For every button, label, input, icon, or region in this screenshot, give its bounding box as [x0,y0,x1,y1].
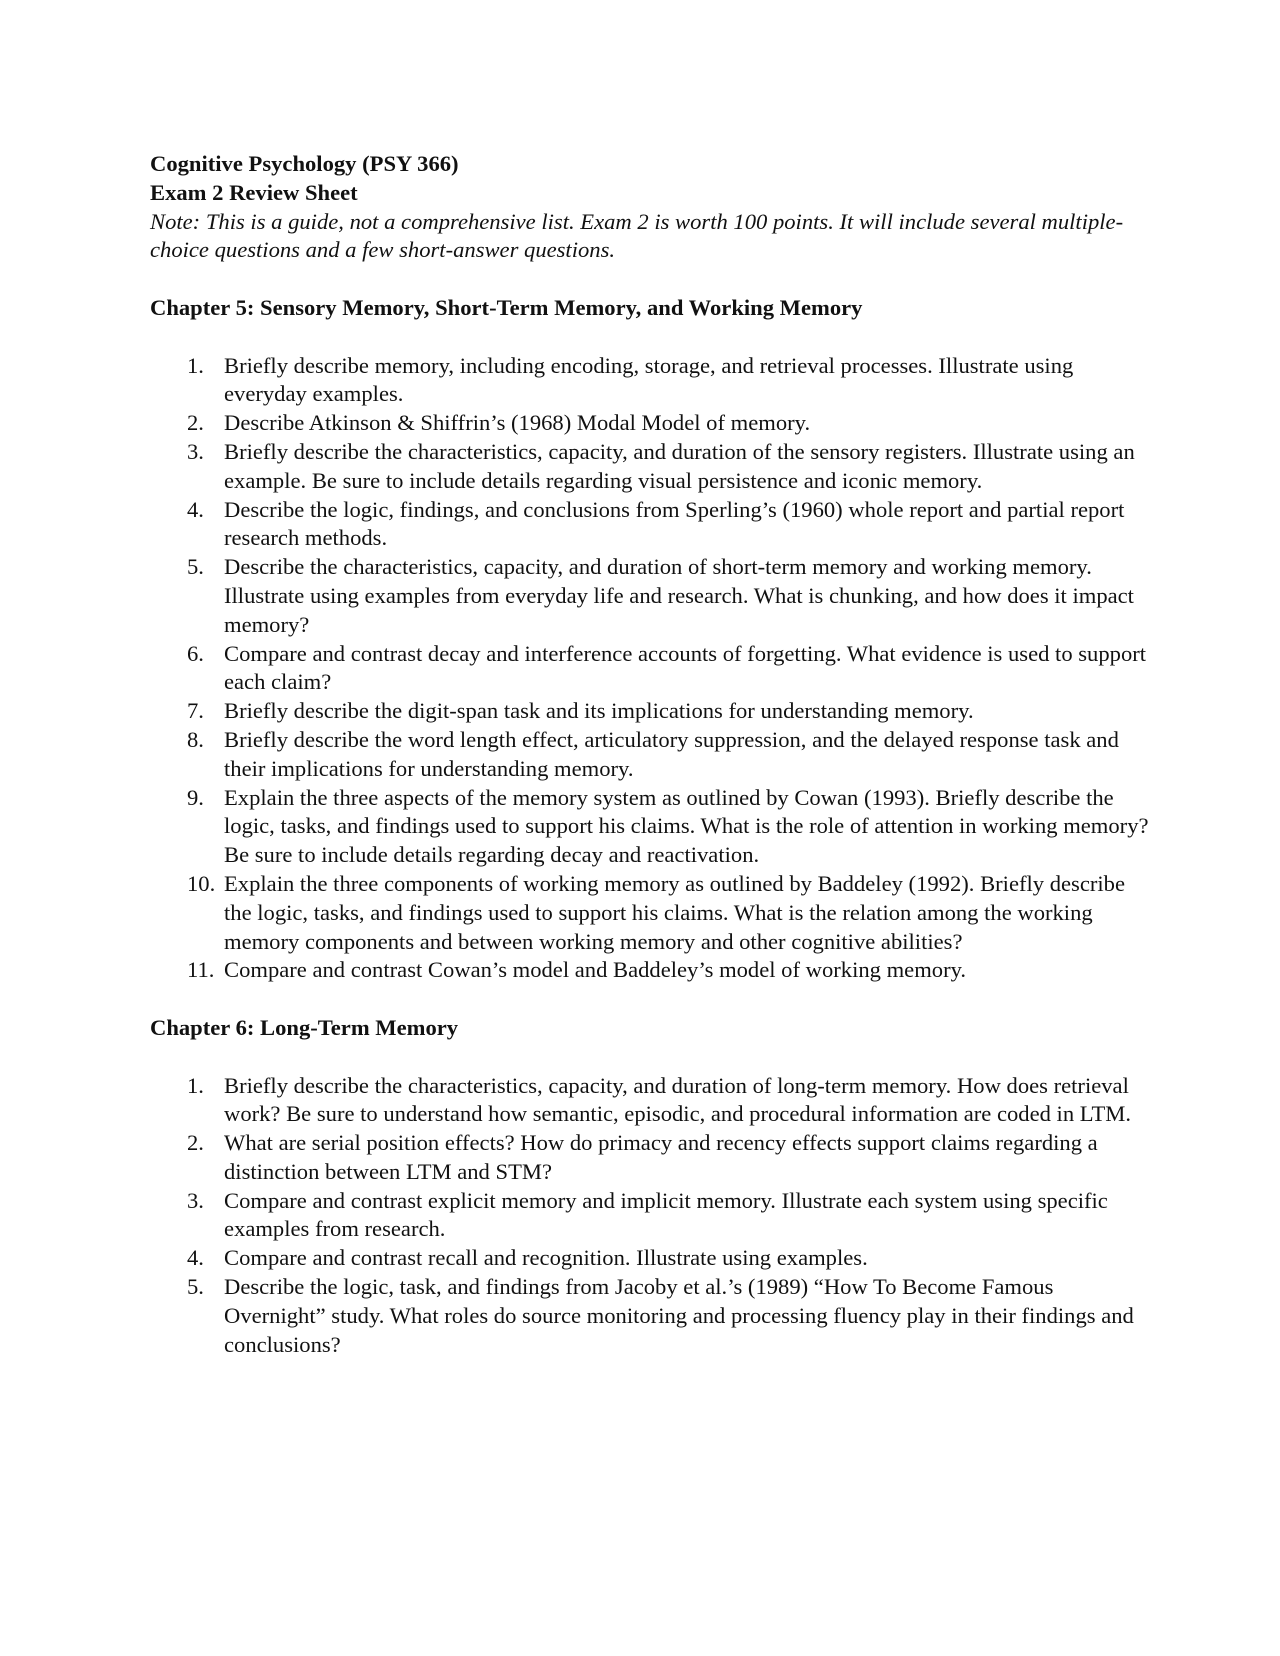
item-text: Compare and contrast recall and recognition. Illustrate using examples. [224,1245,868,1271]
item-text: Briefly describe memory, including encoding, storage, and retrieval processes. Illustrate using everyday examples. [224,352,1074,407]
chapter-5-section [150,294,1150,985]
item-number: 2. [187,1130,204,1156]
item-number: 4. [187,1245,204,1271]
item-text: Describe the logic, findings, and conclusions from Sperling’s (1960) whole report and partial report research methods. [224,496,1125,551]
chapter-heading: Chapter 6: Long-Term Memory [150,1014,459,1040]
item-text: Compare and contrast Cowan’s model and Baddeley’s model of working memory. [224,957,967,983]
item-text: Compare and contrast decay and interference accounts of forgetting. What evidence is used to support each claim? [224,640,1147,695]
item-number: 6. [187,640,204,666]
list-item [150,870,1150,956]
item-number: 10. [187,870,216,896]
item-text: Briefly describe the word length effect, articulatory suppression, and the delayed response task and their implications for understanding memory. [224,726,1119,781]
item-number: 1. [187,352,204,378]
item-text: Describe the logic, task, and findings from Jacoby et al.’s (1989) “How To Become Famous Overnight” study. What roles do source monitoring and processing fluency play in their findings and conclusions? [224,1274,1134,1357]
list-item [150,697,1150,726]
list-item [150,553,1150,639]
list-item [150,726,1150,784]
item-number: 4. [187,496,204,522]
list-item [150,1072,1150,1130]
question-list [150,1072,1150,1360]
guide-note: Note: This is a guide, not a comprehensive list. Exam 2 is worth 100 points. It will include several multiple-choice questions and a few short-answer questions. [150,208,1124,263]
item-text: Explain the three components of working memory as outlined by Baddeley (1992). Briefly describe the logic, tasks, and findings used to support his claims. What is the relation among the working memory components and between working memory and other cognitive abilities? [224,870,1126,954]
item-number: 3. [187,1187,204,1213]
item-number: 3. [187,438,204,464]
item-number: 8. [187,726,204,752]
list-item [150,956,1150,985]
list-item [150,1244,1150,1273]
item-text: Briefly describe the characteristics, capacity, and duration of long-term memory. How does retrieval work? Be sure to understand how semantic, episodic, and procedural information are coded in LTM. [224,1072,1132,1127]
list-item [150,1273,1150,1359]
list-item [150,496,1150,554]
item-text: Compare and contrast explicit memory and implicit memory. Illustrate each system using specific examples from research. [224,1187,1108,1242]
course-title: Cognitive Psychology (PSY 366) [150,151,459,176]
item-number: 1. [187,1072,204,1098]
list-item [150,352,1150,410]
review-sheet-page [150,150,1150,1359]
item-number: 2. [187,410,204,436]
item-text: Explain the three aspects of the memory system as outlined by Cowan (1993). Briefly describe the logic, tasks, and findings used to support his claims. What is the role of attention in working memory? Be sure to include details regarding decay and reactivation. [224,784,1149,868]
item-number: 5. [187,1274,204,1300]
chapter-heading: Chapter 5: Sensory Memory, Short-Term Memory, and Working Memory [150,294,863,320]
item-number: 7. [187,698,204,724]
item-number: 11. [187,957,215,983]
item-number: 5. [187,554,204,580]
list-item [150,640,1150,698]
list-item [150,784,1150,870]
item-text: Briefly describe the characteristics, capacity, and duration of the sensory registers. Illustrate using an example. Be sure to include details regarding visual persistence and iconic memory. [224,438,1135,493]
list-item [150,409,1150,438]
list-item [150,1129,1150,1187]
item-text: Briefly describe the digit-span task and its implications for understanding memory. [224,698,974,724]
item-text: Describe Atkinson & Shiffrin’s (1968) Modal Model of memory. [224,410,811,436]
item-text: What are serial position effects? How do primacy and recency effects support claims regarding a distinction between LTM and STM? [224,1130,1098,1184]
list-item [150,1187,1150,1245]
chapter-6-section [150,1014,1150,1360]
question-list [150,352,1150,986]
item-number: 9. [187,784,204,810]
item-text: Describe the characteristics, capacity, and duration of short-term memory and working memory. Illustrate using examples from everyday life and research. What is chunking, and how does it impact memory? [224,554,1134,637]
sheet-title: Exam 2 Review Sheet [150,179,358,205]
list-item [150,438,1150,496]
